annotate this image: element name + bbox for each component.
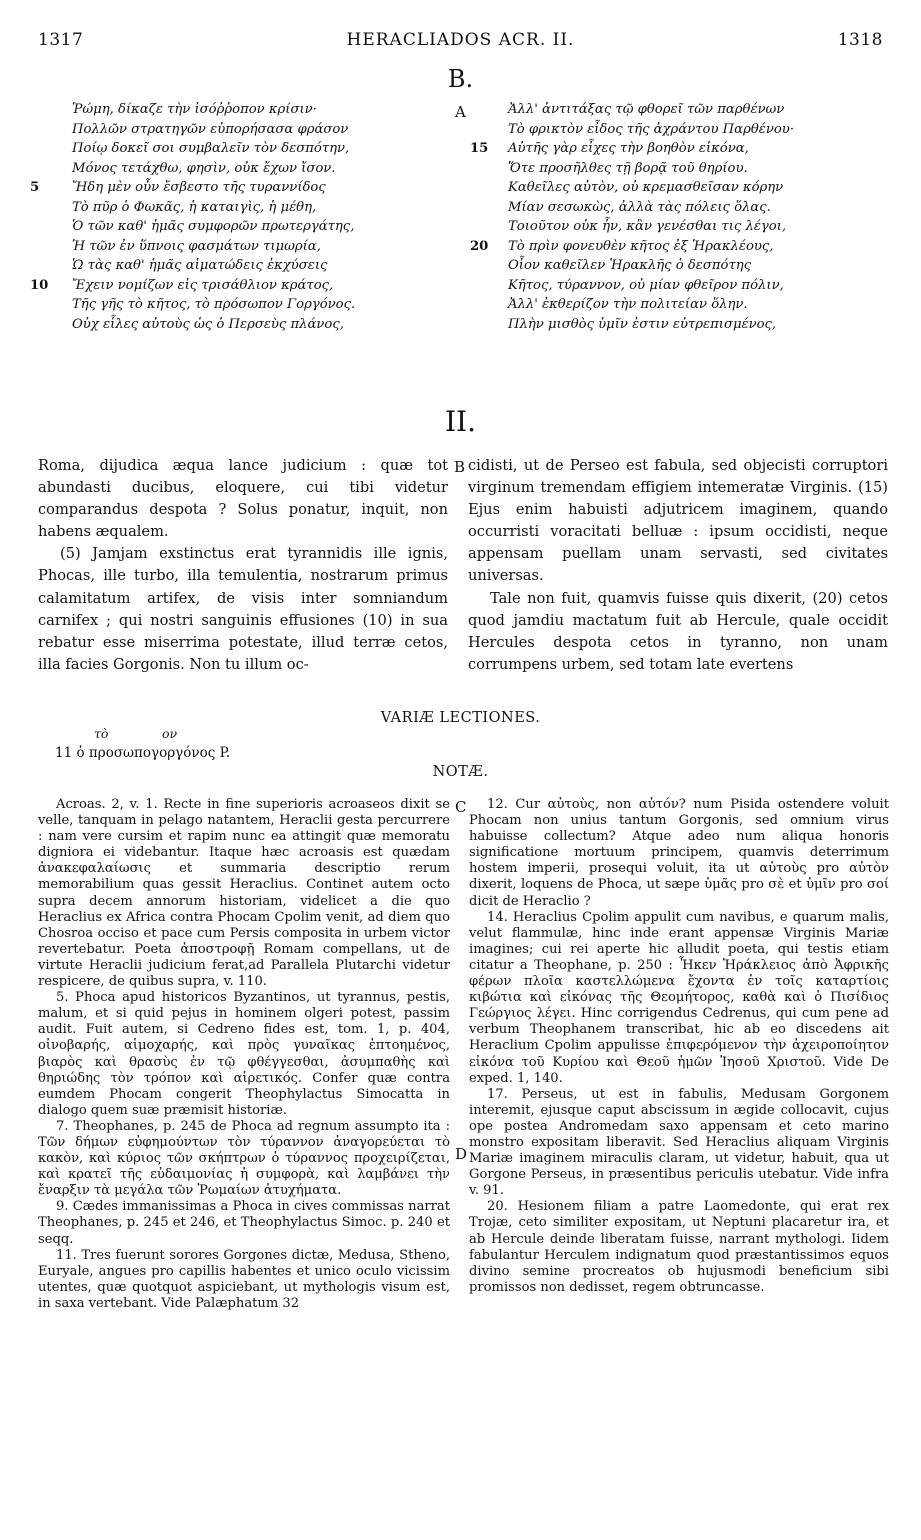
verse-text: Αὐτῆς γὰρ εἶχες τὴν βοηθὸν εἰκόνα,: [508, 141, 749, 156]
note-entry: 9. Cædes immanissimas a Phoca in cives commissas narrat Theophanes, p. 245 et 246, et Theophylactus Simoc. p. 240 et seqq.: [38, 1199, 450, 1247]
section-b-heading: B.: [447, 65, 474, 93]
varia-lectiones-heading: VARIÆ LECTIONES.: [380, 710, 541, 726]
verse-line: [30, 178, 450, 198]
section-ii-heading: II.: [444, 405, 477, 438]
notes-column-right: [469, 797, 889, 1296]
note-entry: Acroas. 2, v. 1. Recte in fine superioris acroaseos dixit se velle, tanquam in pelago natantem, Heraclii gesta percurrere : nam vere cursim et rapim nunc ea attingit quæ memoratu digniora ei videbantur. Itaque hæc acroasis est quædam ἀνακεφαλαίωσις et summaria descriptio rerum memorabilium quas gessit Heraclius. Continet autem octo supra decem annorum historiam, videlicet a die quo Heraclius ex Africa contra Phocam Cpolim venit, ad diem quo Chosroa occiso et pace cum Persis composita in urbem victor revertebatur. Poeta ἀποστροφῇ Romam compellans, ut de virtute Heraclii judicium ferat,ad Parallela Plutarchi videtur respicere, de quibus supra, v. 110.: [38, 797, 450, 990]
marker-d: D: [455, 1145, 468, 1163]
note-entry: 17. Perseus, ut est in fabulis, Medusam Gorgonem interemit, ejusque caput abscissum in ægide collocavit, cujus ope postea Andromedam saxo appensam et ceto marino monstro expositam liberavit. Sed Heraclius aliquam Virginis Mariæ imaginem miraculis claram, ut videtur, habuit, qua ut Gorgone Perseus, in præsentibus periculis utebatur. Vide infra v. 91.: [469, 1086, 889, 1199]
verse-text: Ὡ τὰς καθ' ἡμᾶς αἱματώδεις ἐκχύσεις: [72, 258, 328, 273]
page-number-right: 1318: [837, 30, 883, 50]
varia-lectio: 11 ὁ προσωπογοργόνος P.: [55, 745, 231, 761]
line-number: 15: [470, 141, 489, 156]
verse-line: [470, 159, 900, 179]
verse-line: [470, 178, 900, 198]
verse-text: Τοιοῦτον οὐκ ἦν, κἂν γενέσθαι τις λέγοι,: [508, 219, 787, 234]
verse-line: [30, 120, 450, 140]
marker-c: C: [455, 798, 467, 816]
verse-text: Μίαν σεσωκὼς, ἀλλὰ τὰς πόλεις ὅλας.: [508, 199, 771, 215]
verse-text: Ῥώμη, δίκαζε τὴν ἰσόῤῥοπον κρίσιν·: [72, 102, 317, 117]
verse-text: Τὸ πῦρ ὁ Φωκᾶς, ἡ καταιγὶς, ἡ μέθη,: [72, 199, 317, 215]
verse-text: Ἔχειν νομίζων εἰς τρισάθλιον κράτος,: [72, 277, 334, 293]
verse-text: Ὅτε προσῆλθες τῇ βορᾷ τοῦ θηρίου.: [508, 160, 748, 176]
verse-line: [470, 256, 900, 276]
verse-line: [470, 276, 900, 296]
note-entry: 12. Cur αὐτοὺς, non αὐτόν? num Pisida ostendere voluit Phocam non unius tantum Gorgonis, sed omnium virus habuisse collectum? Atque adeo num aliqua honoris significatione mortuum principem, quamvis deterrimum hostem imperii, prosequi voluit, ita ut αὐτοὺς pro αὐτὸν dixerit, loquens de Phoca, ut sæpe ὑμᾶς pro σὲ et ὑμῖν pro σοί dicit de Heraclio ?: [469, 797, 889, 909]
latin-paragraph: cidisti, ut de Perseo est fabula, sed objecisti corruptori virginum tremendam effigiem intemeratæ Virginis. (15) Ejus enim habuisti adjutricem imaginem, quando occurristi voracitati belluæ : ipsum occidisti, neque appensam puellam unam servasti, sed civitates universas.: [468, 457, 888, 585]
marker-a: A: [455, 103, 466, 121]
greek-verse-right: [470, 100, 900, 334]
latin-translation-left: [38, 455, 448, 676]
latin-paragraph: Tale non fuit, quamvis fuisse quis dixerit, (20) cetos quod jamdiu mactatum fuit ab Hercule, quale occidit Hercules despota cetos in tyranno, non unam corrumpens urbem, sed totam late evertens: [468, 589, 888, 673]
page-number-left: 1317: [38, 30, 84, 50]
verse-text: Οὐχ εἷλες αὐτοὺς ὡς ὁ Περσεὺς πλάνος,: [72, 316, 344, 332]
verse-text: Ποίῳ δοκεῖ σοι συμβαλεῖν τὸν δεσπότην,: [72, 141, 350, 156]
verse-line: [30, 198, 450, 218]
note-entry: 20. Hesionem filiam a patre Laomedonte, qui erat rex Trojæ, ceto similiter expositam, ut Neptuni placaretur ira, et ab Hercule deinde liberatam fuisse, narrant mythologi. Iidem fabulantur Herculem indignatum quod præstantissimos equos divino semine procreatos ob hujusmodi beneficium sibi promissos non dedisset, regem obtruncasse.: [469, 1199, 889, 1295]
verse-text: Τὸ φρικτὸν εἶδος τῆς ἀχράντου Παρθένου·: [508, 121, 795, 137]
verse-text: Ἡ τῶν ἐν ὕπνοις φασμάτων τιμωρία,: [72, 238, 321, 254]
line-number: 20: [470, 238, 489, 254]
verse-line: [470, 198, 900, 218]
verse-text: Τῆς γῆς τὸ κῆτος, τὸ πρόσωπον Γοργόνος.: [72, 297, 356, 312]
verse-text: Ὁ τῶν καθ' ἡμᾶς συμφορῶν πρωτεργάτης,: [72, 219, 355, 234]
verse-line: [470, 315, 900, 335]
note-entry: 7. Theophanes, p. 245 de Phoca ad regnum assumpto ita : Τῶν δήμων εὐφημούντων τὸν τύραννον ἀναγορεύεται τὸ κακὸν, καὶ κύριος τῶν σκήπτρων ὁ τύραννος προχειρίζεται, καὶ κρατεῖ τῆς εὐδαιμονίας ἡ συμφορὰ, καὶ λαμβάνει τὴν ἔναρξιν τὰ μεγάλα τῶν Ῥωμαίων ἀτυχήματα.: [38, 1118, 450, 1199]
verse-text: Πολλῶν στρατηγῶν εὐπορήσασα φράσον: [72, 121, 349, 137]
note-entry: 14. Heraclius Cpolim appulit cum navibus, e quarum malis, velut flammulæ, hinc inde erant appensæ Virginis Mariæ imagines; cui rei aperte hic alludit poeta, qui testis etiam citatur a Theophane, p. 250 : Ἦκεν Ἡράκλειος ἀπὸ Ἀφρικῆς φέρων πλοῖα καστελλώμενα ἔχοντα ἐν τοῖς καταρτίοις κιβώτια καὶ εἰκόνας τῆς Θεομήτορος, καθὰ καὶ ὁ Πισίδιος Γεώργιος λέγει. Hinc corrigendus Cedrenus, qui cum pene ad verbum Theophanem transcribat, hic ab eo discedens ait Heraclium Cpolim appulisse ἐπιφερόμενον τὴν ἀχειροποίητον εἰκόνα τοῦ Κυρίου καὶ Θεοῦ ἡμῶν Ἰησοῦ Χριστοῦ. Vide De exped. 1, 140.: [469, 909, 889, 1086]
verse-text: Ἀλλ' ἐκθερίζον τὴν πολιτείαν ὅλην.: [508, 297, 748, 312]
verse-text: Οἷον καθεῖλεν Ἡρακλῆς ὁ δεσπότης: [508, 258, 752, 273]
verse-line: [470, 120, 900, 140]
greek-verse-left: [30, 100, 450, 334]
note-entry: 5. Phoca apud historicos Byzantinos, ut tyrannus, pestis, malum, et si quid pejus in hominem olgeri potest, passim audit. Fuit autem, si Cedreno fides est, tom. 1, p. 404, οἰνοβαρής, αἱμοχαρής, καὶ πρὸς γυναῖκας ἐπτοημένος, βιαρὸς καὶ θρασὺς ἐν τῷ φθέγγεσθαι, ἀσυμπαθὴς καὶ θηριώδης τὸν τρόπον καὶ αἱρετικός. Confer quæ contra eumdem Phocam congerit Theophylactus Simocatta in dialogo quem suæ præmisit historiæ.: [38, 990, 450, 1118]
running-title: HERACLIADOS ACR. II.: [346, 30, 575, 50]
verse-line: [470, 139, 900, 159]
verse-text: Πλὴν μισθὸς ὑμῖν ἐστιν εὐτρεπισμένος,: [508, 316, 777, 332]
verse-line: [30, 139, 450, 159]
verse-text: Κῆτος, τύραννον, οὐ μίαν φθεῖρον πόλιν,: [508, 277, 784, 293]
verse-line: [470, 100, 900, 120]
verse-line: [470, 217, 900, 237]
verse-text: Τὸ πρὶν φονευθὲν κῆτος ἐξ Ἡρακλέους,: [508, 238, 774, 254]
verse-line: [30, 159, 450, 179]
latin-paragraph: (5) Jamjam exstinctus erat tyrannidis ille ignis, Phocas, ille turbo, illa temulentia, nostrarum primus calamitatum artifex, de visis inter somniandum carnifex ; qui nostri sanguinis effusiones (10) in sua rebatur esse miserrima potestate, illud terræ cetos, illa facies Gorgonis. Non tu illum oc-: [38, 545, 448, 673]
varia-superscript: τὸ: [94, 726, 109, 741]
verse-text: Ἀλλ' ἀντιτάξας τῷ φθορεῖ τῶν παρθένων: [508, 102, 785, 117]
verse-text: Ἤδη μὲν οὖν ἔσβεστο τῆς τυραννίδος: [72, 180, 326, 195]
line-number: 5: [30, 180, 40, 195]
verse-text: Μόνος τετάχθω, φησὶν, οὐκ ἔχων ἴσον.: [72, 160, 336, 176]
verse-line: [30, 256, 450, 276]
verse-line: [30, 295, 450, 315]
verse-line: [30, 237, 450, 257]
verse-text: Καθεῖλες αὐτὸν, οὐ κρεμασθεῖσαν κόρην: [508, 180, 784, 195]
marker-b: B: [454, 458, 466, 476]
notes-column-left: [38, 797, 450, 1312]
verse-line: [470, 237, 900, 257]
verse-line: [470, 295, 900, 315]
line-number: 10: [30, 277, 49, 293]
varia-superscript: ον: [162, 726, 178, 741]
latin-paragraph: Roma, dijudica æqua lance judicium : quæ tot abundasti ducibus, eloquere, cui tibi videtur comparandus despota ? Solus ponatur, inquit, non habens æqualem.: [38, 457, 448, 541]
note-entry: 11. Tres fuerunt sorores Gorgones dictæ, Medusa, Stheno, Euryale, angues pro capillis habentes et unico oculo vicissim utentes, quæ quotquot aspiciebant, ut mythologis visum est, in saxa vertebant. Vide Palæphatum 32: [38, 1247, 450, 1311]
verse-line: [30, 100, 450, 120]
verse-line: [30, 315, 450, 335]
verse-line: [30, 217, 450, 237]
notae-heading: NOTÆ.: [432, 764, 489, 780]
verse-line: [30, 276, 450, 296]
latin-translation-right: [468, 455, 888, 676]
